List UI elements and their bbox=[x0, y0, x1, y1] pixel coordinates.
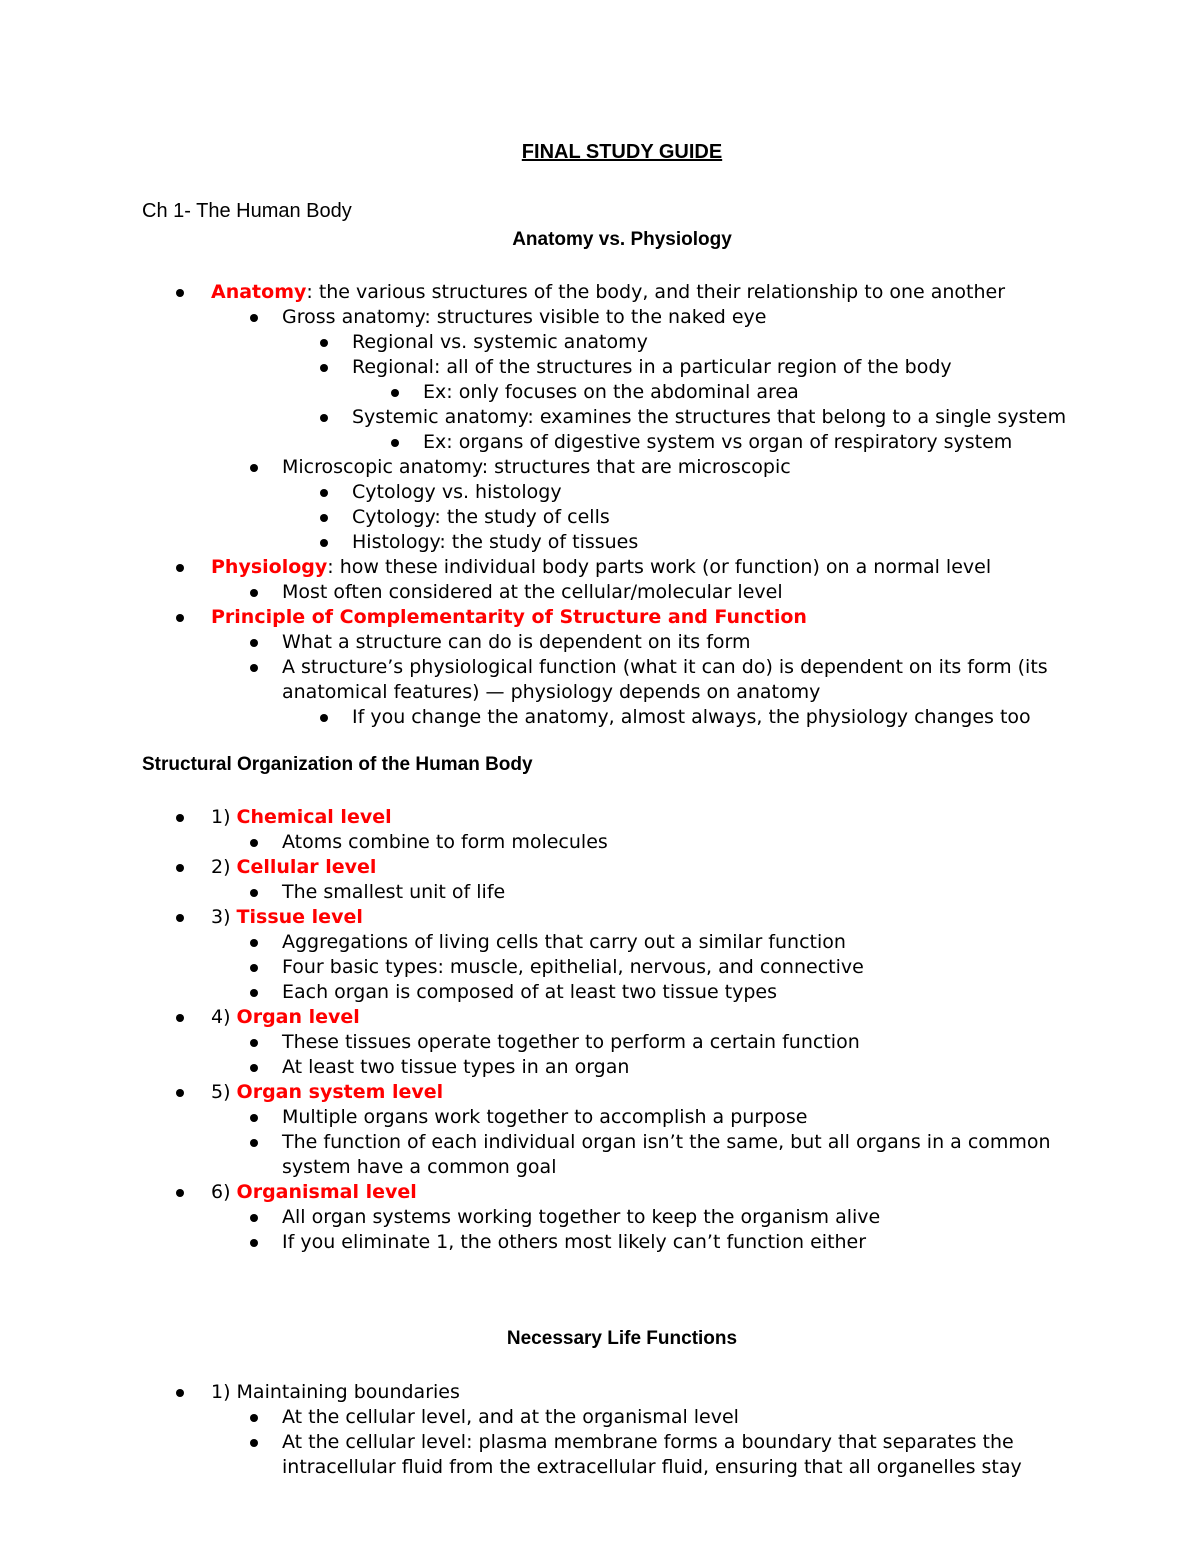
list-item-text: Systemic anatomy: examines the structures that belong to a single system bbox=[352, 406, 1067, 428]
list-item bbox=[282, 680, 820, 705]
bullet-icon bbox=[250, 1039, 258, 1047]
bullet-icon bbox=[320, 339, 328, 347]
list-item-text: At the cellular level, and at the organismal level bbox=[282, 1406, 739, 1428]
list-item-text: What a structure can do is dependent on its form bbox=[282, 631, 751, 653]
key-term: Anatomy bbox=[211, 281, 307, 303]
bullet-icon bbox=[250, 839, 258, 847]
bullet-icon bbox=[176, 864, 184, 872]
list-item bbox=[282, 1105, 807, 1130]
bullet-icon bbox=[250, 1439, 258, 1447]
list-item bbox=[282, 930, 846, 955]
list-item-text: Ex: organs of digestive system vs organ of respiratory system bbox=[423, 431, 1013, 453]
list-item-number: 4) bbox=[211, 1006, 237, 1028]
key-term: Organ system level bbox=[236, 1081, 444, 1103]
list-item bbox=[282, 830, 608, 855]
list-item bbox=[282, 980, 777, 1005]
list-item-number: 1) bbox=[211, 806, 237, 828]
list-item-text: system have a common goal bbox=[282, 1156, 557, 1178]
list-item-text: : how these individual body parts work (or function) on a normal level bbox=[327, 556, 992, 578]
list-item bbox=[352, 480, 562, 505]
list-item bbox=[352, 505, 610, 530]
list-item bbox=[211, 1005, 360, 1030]
bullet-icon bbox=[320, 714, 328, 722]
list-item-text: Four basic types: muscle, epithelial, nervous, and connective bbox=[282, 956, 864, 978]
list-item-text: The smallest unit of life bbox=[282, 881, 506, 903]
list-item-text: anatomical features) — physiology depends on anatomy bbox=[282, 681, 821, 703]
list-item-text: A structure’s physiological function (what it can do) is dependent on its form (its bbox=[282, 656, 1048, 678]
list-item bbox=[282, 955, 864, 980]
list-item-text: All organ systems working together to keep the organism alive bbox=[282, 1206, 881, 1228]
list-item-text: Each organ is composed of at least two tissue types bbox=[282, 981, 778, 1003]
list-item bbox=[282, 1030, 860, 1055]
list-item bbox=[211, 605, 807, 630]
list-item bbox=[352, 355, 952, 380]
bullet-icon bbox=[320, 414, 328, 422]
bullet-icon bbox=[250, 1139, 258, 1147]
key-term: Principle of Complementarity of Structure and Function bbox=[211, 606, 807, 628]
list-item-text: Multiple organs work together to accomplish a purpose bbox=[282, 1106, 808, 1128]
section-heading-life-functions: Necessary Life Functions bbox=[506, 1328, 738, 1349]
list-item bbox=[352, 405, 1066, 430]
list-item-number: 3) bbox=[211, 906, 237, 928]
list-item bbox=[423, 380, 799, 405]
bullet-icon bbox=[176, 289, 184, 297]
list-item-text: At the cellular level: plasma membrane forms a boundary that separates the bbox=[282, 1431, 1014, 1453]
chapter-heading: Ch 1- The Human Body bbox=[142, 200, 352, 222]
list-item-number: 5) bbox=[211, 1081, 237, 1103]
list-item-text: Histology: the study of tissues bbox=[352, 531, 639, 553]
list-item bbox=[282, 655, 1048, 680]
bullet-icon bbox=[391, 439, 399, 447]
bullet-icon bbox=[250, 1414, 258, 1422]
bullet-icon bbox=[250, 1239, 258, 1247]
list-item bbox=[282, 1405, 739, 1430]
list-item bbox=[282, 630, 751, 655]
bullet-icon bbox=[320, 514, 328, 522]
bullet-icon bbox=[250, 989, 258, 997]
section-heading-structural-organization: Structural Organization of the Human Body bbox=[142, 754, 533, 775]
list-item-text: Regional vs. systemic anatomy bbox=[352, 331, 648, 353]
list-item bbox=[211, 905, 363, 930]
list-item-text: If you change the anatomy, almost always, the physiology changes too bbox=[352, 706, 1031, 728]
list-item bbox=[211, 805, 392, 830]
bullet-icon bbox=[250, 1114, 258, 1122]
list-item bbox=[211, 1380, 460, 1405]
bullet-icon bbox=[250, 314, 258, 322]
bullet-icon bbox=[250, 964, 258, 972]
list-item bbox=[282, 1455, 1022, 1480]
bullet-icon bbox=[320, 539, 328, 547]
bullet-icon bbox=[391, 389, 399, 397]
list-item bbox=[352, 705, 1031, 730]
list-item bbox=[282, 1205, 880, 1230]
list-item-text: Cytology: the study of cells bbox=[352, 506, 610, 528]
key-term: Organ level bbox=[236, 1006, 360, 1028]
bullet-icon bbox=[176, 614, 184, 622]
bullet-icon bbox=[320, 489, 328, 497]
list-item bbox=[282, 1130, 1051, 1155]
list-item-text: intracellular fluid from the extracellular fluid, ensuring that all organelles stay bbox=[282, 1456, 1022, 1478]
bullet-icon bbox=[176, 814, 184, 822]
list-item-text: If you eliminate 1, the others most likely can’t function either bbox=[282, 1231, 867, 1253]
list-item bbox=[423, 430, 1012, 455]
bullet-icon bbox=[250, 1214, 258, 1222]
bullet-icon bbox=[176, 1189, 184, 1197]
list-item bbox=[282, 1430, 1014, 1455]
list-item-text: Most often considered at the cellular/molecular level bbox=[282, 581, 783, 603]
key-term: Tissue level bbox=[236, 906, 363, 928]
list-item bbox=[352, 530, 638, 555]
bullet-icon bbox=[176, 1014, 184, 1022]
list-item bbox=[282, 580, 783, 605]
list-item bbox=[211, 555, 991, 580]
section-heading-anatomy: Anatomy vs. Physiology bbox=[512, 229, 732, 250]
list-item-text: 1) Maintaining boundaries bbox=[211, 1381, 460, 1403]
list-item bbox=[282, 1230, 866, 1255]
list-item-text: Regional: all of the structures in a particular region of the body bbox=[352, 356, 952, 378]
list-item-text: Atoms combine to form molecules bbox=[282, 831, 608, 853]
bullet-icon bbox=[176, 914, 184, 922]
list-item-text: These tissues operate together to perform a certain function bbox=[282, 1031, 860, 1053]
key-term: Chemical level bbox=[236, 806, 392, 828]
list-item-text: : the various structures of the body, and their relationship to one another bbox=[306, 281, 1006, 303]
bullet-icon bbox=[250, 889, 258, 897]
list-item bbox=[352, 330, 648, 355]
list-item-text: Cytology vs. histology bbox=[352, 481, 562, 503]
bullet-icon bbox=[250, 589, 258, 597]
list-item bbox=[211, 855, 376, 880]
list-item bbox=[211, 1080, 443, 1105]
list-item bbox=[282, 305, 766, 330]
key-term: Physiology bbox=[211, 556, 328, 578]
list-item bbox=[211, 1180, 417, 1205]
bullet-icon bbox=[176, 1089, 184, 1097]
bullet-icon bbox=[250, 464, 258, 472]
list-item-number: 2) bbox=[211, 856, 237, 878]
key-term: Organismal level bbox=[236, 1181, 417, 1203]
bullet-icon bbox=[250, 664, 258, 672]
list-item-text: Microscopic anatomy: structures that are microscopic bbox=[282, 456, 791, 478]
list-item bbox=[282, 1155, 556, 1180]
bullet-icon bbox=[250, 939, 258, 947]
bullet-icon bbox=[176, 564, 184, 572]
list-item-text: Ex: only focuses on the abdominal area bbox=[423, 381, 799, 403]
list-item-text: Gross anatomy: structures visible to the naked eye bbox=[282, 306, 767, 328]
list-item bbox=[282, 880, 505, 905]
list-item-number: 6) bbox=[211, 1181, 237, 1203]
list-item-text: Aggregations of living cells that carry out a similar function bbox=[282, 931, 846, 953]
list-item bbox=[282, 455, 791, 480]
bullet-icon bbox=[250, 639, 258, 647]
bullet-icon bbox=[176, 1389, 184, 1397]
bullet-icon bbox=[250, 1064, 258, 1072]
list-item-text: The function of each individual organ isn’t the same, but all organs in a common bbox=[282, 1131, 1051, 1153]
list-item bbox=[211, 280, 1005, 305]
key-term: Cellular level bbox=[236, 856, 377, 878]
bullet-icon bbox=[320, 364, 328, 372]
list-item bbox=[282, 1055, 629, 1080]
list-item-text: At least two tissue types in an organ bbox=[282, 1056, 630, 1078]
document-title: FINAL STUDY GUIDE bbox=[521, 141, 723, 163]
